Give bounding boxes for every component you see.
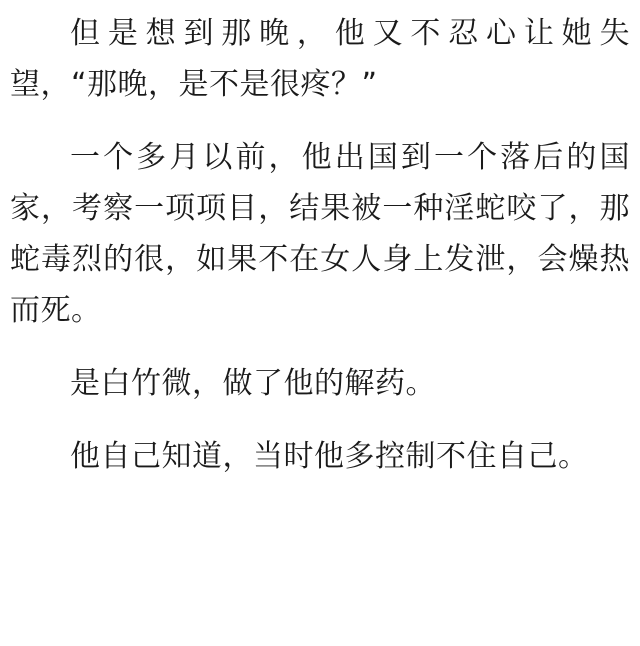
paragraph-4: 他自己知道，当时他多控制不住自己。 xyxy=(70,439,589,474)
paragraph-1: 但是想到那晚，他又不忍心让她失望，“那晚，是不是很疼？” xyxy=(10,16,630,102)
paragraph-2: 一个多月以前，他出国到一个落后的国家，考察一项项目，结果被一种淫蛇咬了，那蛇毒烈的很，如果不在女人身上发泄，会燥热而死。 xyxy=(10,140,630,328)
paragraph-3: 是白竹微，做了他的解药。 xyxy=(70,366,436,401)
